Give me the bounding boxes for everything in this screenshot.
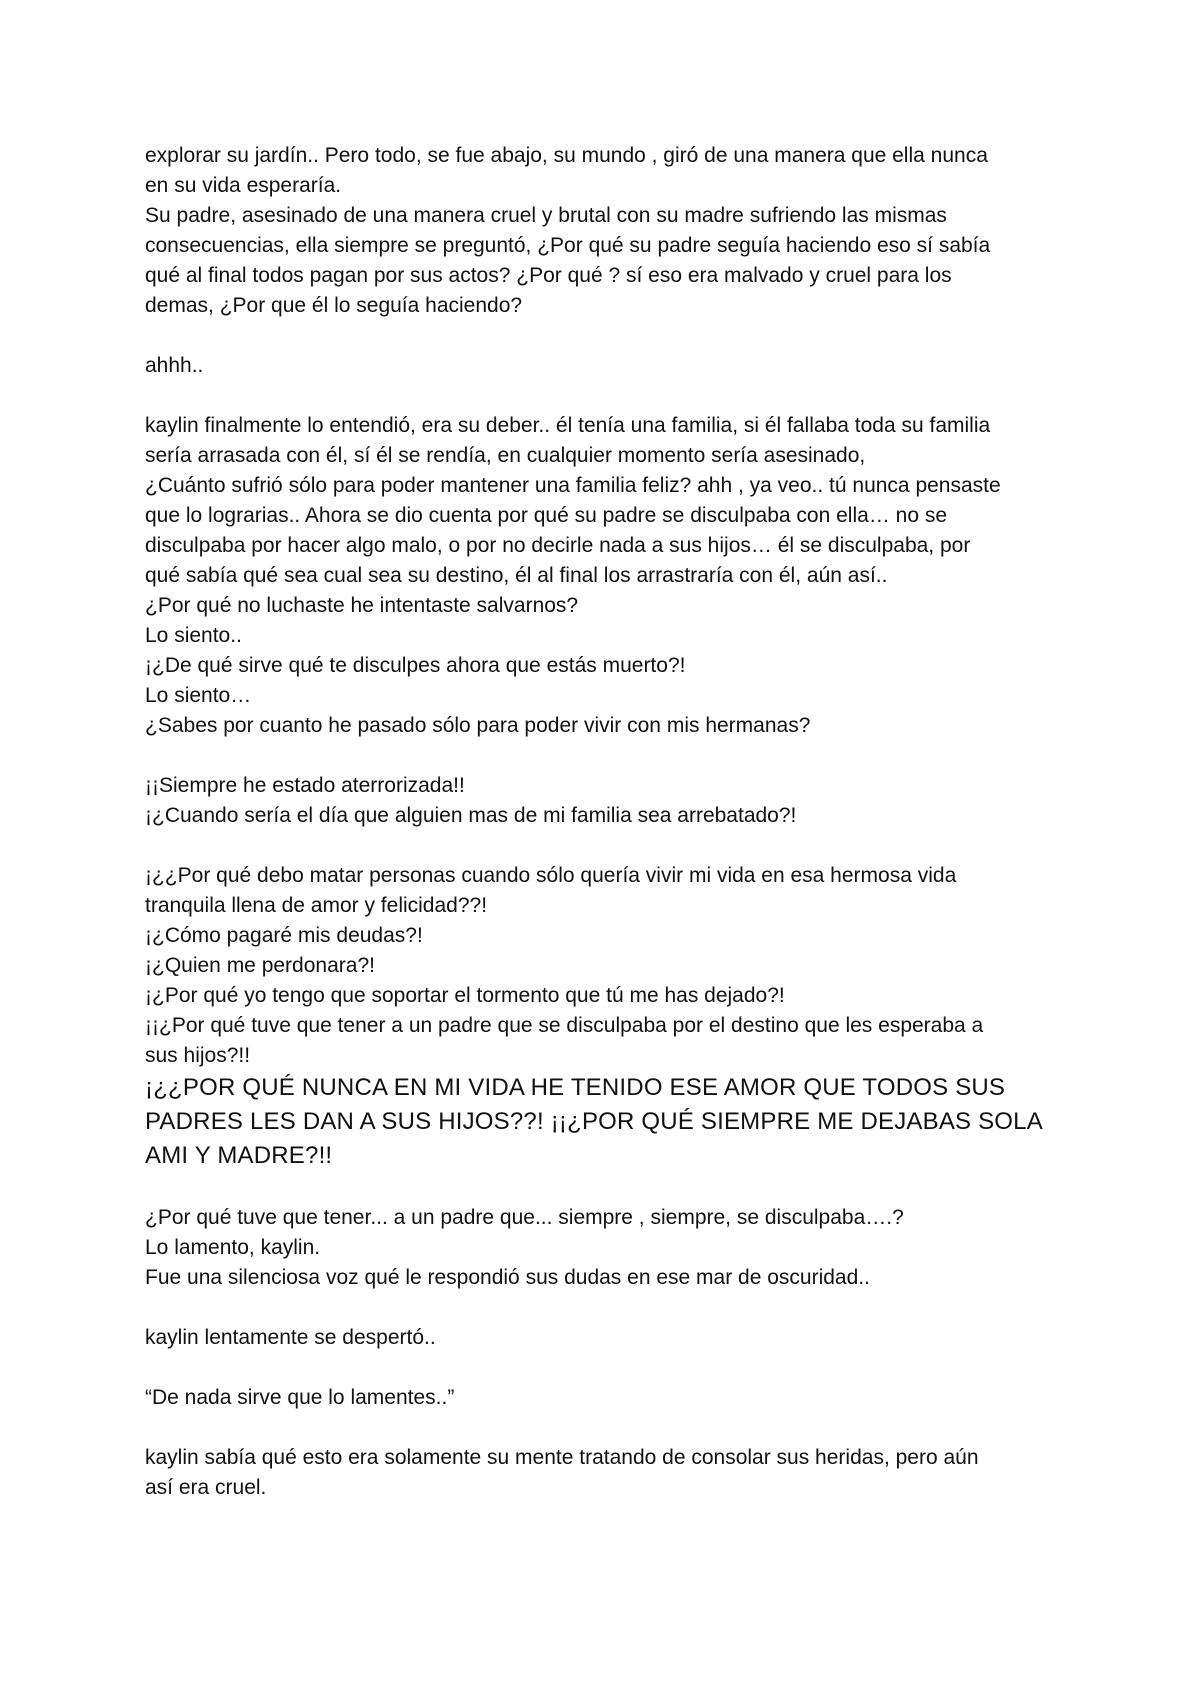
text-line: qué al final todos pagan por sus actos? ¿Por qué ? sí eso era malvado y cruel para los (145, 264, 952, 287)
text-line: Lo lamento, kaylin. (145, 1236, 321, 1259)
text-line: Lo siento.. (145, 624, 242, 647)
text-line: “De nada sirve que lo lamentes..” (145, 1386, 455, 1409)
text-line: kaylin sabía qué esto era solamente su mente tratando de consolar sus heridas, pero aún (145, 1446, 979, 1469)
paragraph-shout (145, 1071, 1050, 1173)
paragraph-sigh (145, 351, 1050, 381)
text-line: kaylin finalmente lo entendió, era su deber.. él tenía una familia, si él fallaba toda su familia (145, 414, 991, 437)
paragraph-terror (145, 771, 1050, 831)
text-line: ¡¿Quien me perdonara?! (145, 954, 375, 977)
text-line: ¿Sabes por cuanto he pasado sólo para poder vivir con mis hermanas? (145, 714, 811, 737)
text-line: que lo lograrias.. Ahora se dio cuenta por qué su padre se disculpaba con ella… no se (145, 504, 948, 527)
text-line: ¡¿Cuando sería el día que alguien mas de mi familia sea arrebatado?! (145, 804, 797, 827)
paragraph-realization (145, 411, 1050, 741)
text-line: demas, ¿Por que él lo seguía haciendo? (145, 294, 523, 317)
text-line: ¡¿Por qué yo tengo que soportar el tormento que tú me has dejado?! (145, 984, 785, 1007)
blank-line (145, 1353, 1050, 1383)
text-line: ¿Por qué no luchaste he intentaste salvarnos? (145, 594, 579, 617)
text-line: Su padre, asesinado de una manera cruel y brutal con su madre sufriendo las mismas (145, 204, 947, 227)
text-line: qué sabía qué sea cual sea su destino, él al final los arrastraría con él, aún así.. (145, 564, 888, 587)
text-line: disculpaba por hacer algo malo, o por no decirle nada a sus hijos… él se disculpaba, por (145, 534, 971, 557)
shout-line: ¡¿¿POR QUÉ NUNCA EN MI VIDA HE TENIDO ESE AMOR QUE TODOS SUS (145, 1074, 1006, 1101)
text-line: ¿Por qué tuve que tener... a un padre que... siempre , siempre, se disculpaba….? (145, 1206, 904, 1229)
text-line: Fue una silenciosa voz qué le respondió sus dudas en ese mar de oscuridad.. (145, 1266, 870, 1289)
text-line: ¡¿Cómo pagaré mis deudas?! (145, 924, 423, 947)
text-line: sería arrasada con él, sí él se rendía, en cualquier momento sería asesinado, (145, 444, 866, 467)
document-body (145, 141, 1050, 1503)
text-line: ¡¡Siempre he estado aterrorizada!! (145, 774, 465, 797)
blank-line (145, 1173, 1050, 1203)
shout-line: PADRES LES DAN A SUS HIJOS??! ¡¡¿POR QUÉ SIEMPRE ME DEJABAS SOLA (145, 1108, 1043, 1135)
text-line: ¡¿De qué sirve qué te disculpes ahora que estás muerto?! (145, 654, 686, 677)
shout-line: AMI Y MADRE?!! (145, 1142, 333, 1169)
text-line: explorar su jardín.. Pero todo, se fue abajo, su mundo , giró de una manera que ella nunca (145, 144, 988, 167)
blank-line (145, 321, 1050, 351)
paragraph-ending (145, 1443, 1050, 1503)
paragraph-intro (145, 141, 1050, 321)
blank-line (145, 1293, 1050, 1323)
text-line: ahhh.. (145, 354, 204, 377)
paragraph-apology (145, 1203, 1050, 1293)
blank-line (145, 831, 1050, 861)
text-line: ¡¿¿Por qué debo matar personas cuando sólo quería vivir mi vida en esa hermosa vida (145, 864, 957, 887)
paragraph-questions (145, 861, 1050, 1071)
blank-line (145, 1413, 1050, 1443)
text-line: ¡¡¿Por qué tuve que tener a un padre que se disculpaba por el destino que les esperaba a (145, 1014, 984, 1037)
text-line: en su vida esperaría. (145, 174, 342, 197)
blank-line (145, 741, 1050, 771)
text-line: sus hijos?!! (145, 1044, 251, 1067)
paragraph-awake (145, 1323, 1050, 1353)
text-line: ¿Cuánto sufrió sólo para poder mantener una familia feliz? ahh , ya veo.. tú nunca pensaste (145, 474, 1001, 497)
text-line: Lo siento… (145, 684, 252, 707)
text-line: consecuencias, ella siempre se preguntó, ¿Por qué su padre seguía haciendo eso sí sabía (145, 234, 991, 257)
text-line: kaylin lentamente se despertó.. (145, 1326, 436, 1349)
blank-line (145, 381, 1050, 411)
text-line: tranquila llena de amor y felicidad??! (145, 894, 488, 917)
text-line: así era cruel. (145, 1476, 267, 1499)
paragraph-quote (145, 1383, 1050, 1413)
